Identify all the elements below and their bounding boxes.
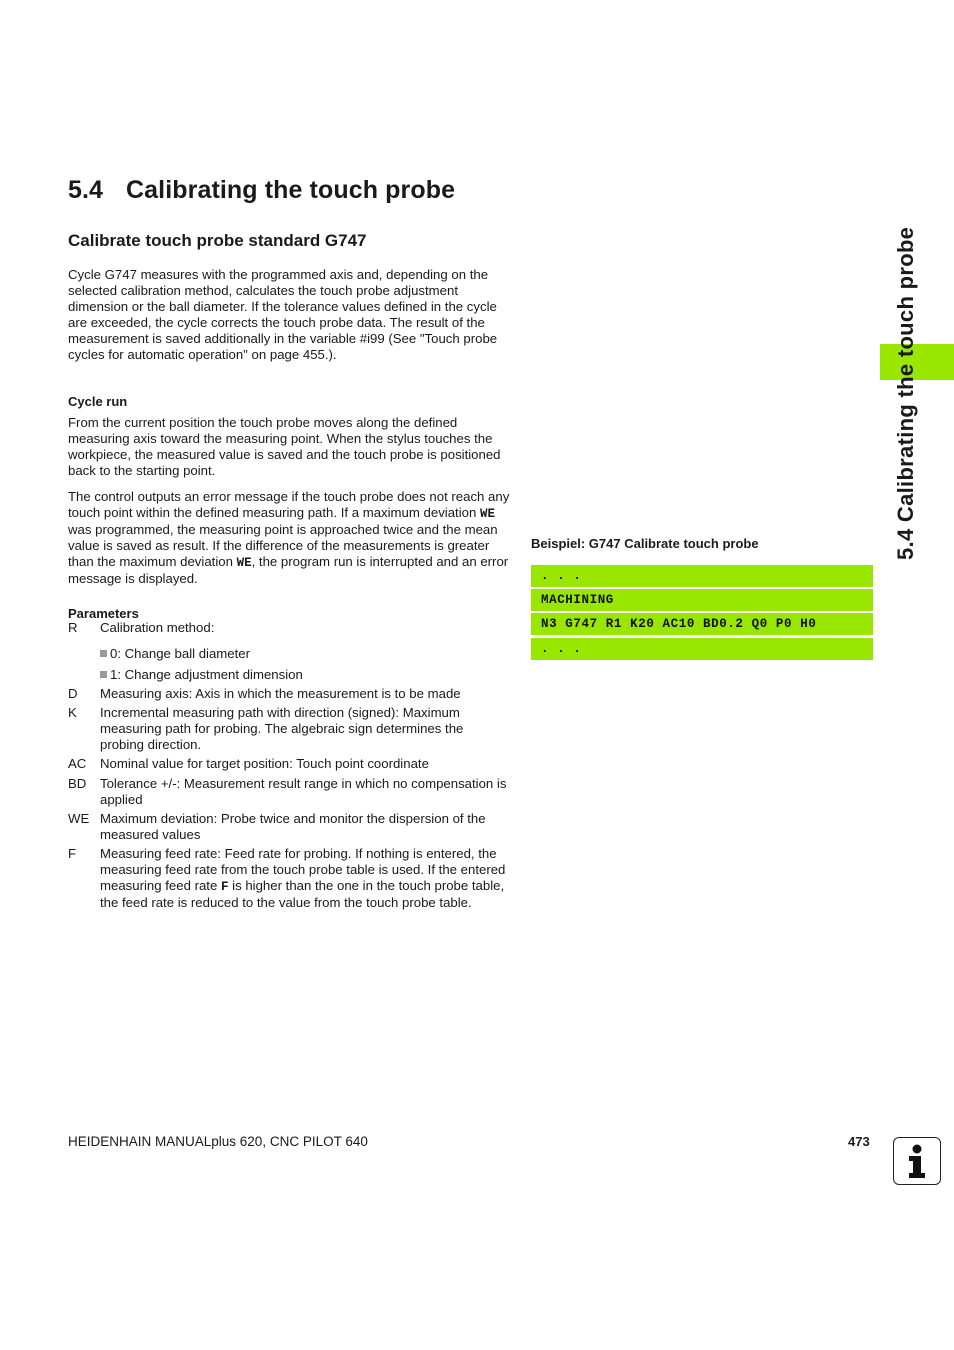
cycle-run-heading: Cycle run: [68, 394, 128, 409]
subheading: Calibrate touch probe standard G747: [68, 231, 367, 250]
section-title: [68, 176, 455, 205]
param-d: [68, 686, 508, 702]
code-line: MACHINING: [531, 589, 873, 611]
example-caption: Beispiel: G747 Calibrate touch probe: [531, 536, 759, 551]
cycle-run-paragraph-1: From the current position the touch probe moves along the defined measuring axis toward the measuring point. When the stylus touches the workpiece, the measured value is saved and the touch probe is positioned back to the starting point.: [68, 415, 501, 478]
r-option-0: [100, 646, 250, 662]
cycle-run-paragraph-2: [68, 489, 512, 587]
code-line: . . .: [531, 638, 873, 660]
param-key: R: [68, 620, 78, 635]
param-k: [68, 705, 508, 753]
code-line: . . .: [531, 565, 873, 587]
param-key: F: [68, 846, 77, 861]
param-we: [68, 811, 508, 843]
we-code-2: WE: [236, 556, 252, 570]
f-code: F: [220, 880, 229, 894]
f-desc-a: Measuring feed rate: Feed rate for probing. If nothing is entered, the measuring feed rate from the touch probe table is used. If the entered measuring feed rate: [100, 846, 506, 893]
param-desc: Maximum deviation: Probe twice and monitor the dispersion of the measured values: [100, 811, 486, 842]
param-desc: Tolerance +/-: Measurement result range in which no compensation is applied: [100, 776, 507, 807]
footer-text: HEIDENHAIN MANUALplus 620, CNC PILOT 640: [68, 1134, 368, 1149]
code-line: N3 G747 R1 K20 AC10 BD0.2 Q0 P0 H0: [531, 613, 873, 635]
param-desc: Nominal value for target position: Touch point coordinate: [100, 756, 429, 771]
page-number: 473: [848, 1134, 870, 1149]
r-option-1: [100, 667, 303, 683]
intro-paragraph: Cycle G747 measures with the programmed axis and, depending on the selected calibration method, calculates the touch probe adjustment dimension or the ball diameter. If the tolerance values defined in the cycle are exceeded, the cycle corrects the touch probe data. The result of the measurement is saved additionally in the variable #i99 (See "Touch probe cycles for automatic operation" on page 455.).: [68, 267, 498, 362]
param-desc: Incremental measuring path with direction (signed): Maximum measuring path for probing. The algebraic sign determines the probing direction.: [100, 705, 464, 752]
para2-text-c: , the program run is interrupted and an error message is displayed.: [68, 554, 509, 586]
parameters-heading: Parameters: [68, 606, 139, 621]
r-option-label: 0: Change ball diameter: [110, 646, 251, 661]
param-key: K: [68, 705, 77, 720]
para2-text-a: The control outputs an error message if the touch probe does not reach any touch point within the defined measuring path. If a maximum deviation: [68, 489, 510, 520]
bullet-square-icon: [100, 650, 107, 657]
f-desc-b: is higher than the one in the touch probe table, the feed rate is reduced to the value from the touch probe table.: [100, 878, 505, 910]
bullet-square-icon: [100, 671, 107, 678]
param-key: WE: [68, 811, 90, 826]
we-code-1: WE: [479, 507, 495, 521]
param-f: [68, 846, 508, 911]
param-key: BD: [68, 776, 87, 791]
param-desc: Calibration method:: [100, 620, 215, 635]
param-ac: [68, 756, 508, 772]
side-title: 5.4 Calibrating the touch probe: [893, 226, 918, 560]
info-icon: [893, 1137, 941, 1185]
para2-text-b: was programmed, the measuring point is approached twice and the mean value is saved as result. If the difference of the measurements is greater than the maximum deviation: [68, 522, 498, 569]
param-key: AC: [68, 756, 87, 771]
r-option-label: 1: Change adjustment dimension: [110, 667, 303, 682]
section-title-text: Calibrating the touch probe: [126, 176, 456, 204]
param-key: D: [68, 686, 78, 701]
param-desc: [100, 846, 508, 911]
param-desc: Measuring axis: Axis in which the measurement is to be made: [100, 686, 461, 701]
param-r: [68, 620, 508, 636]
param-bd: [68, 776, 508, 808]
section-number: 5.4: [68, 176, 104, 204]
